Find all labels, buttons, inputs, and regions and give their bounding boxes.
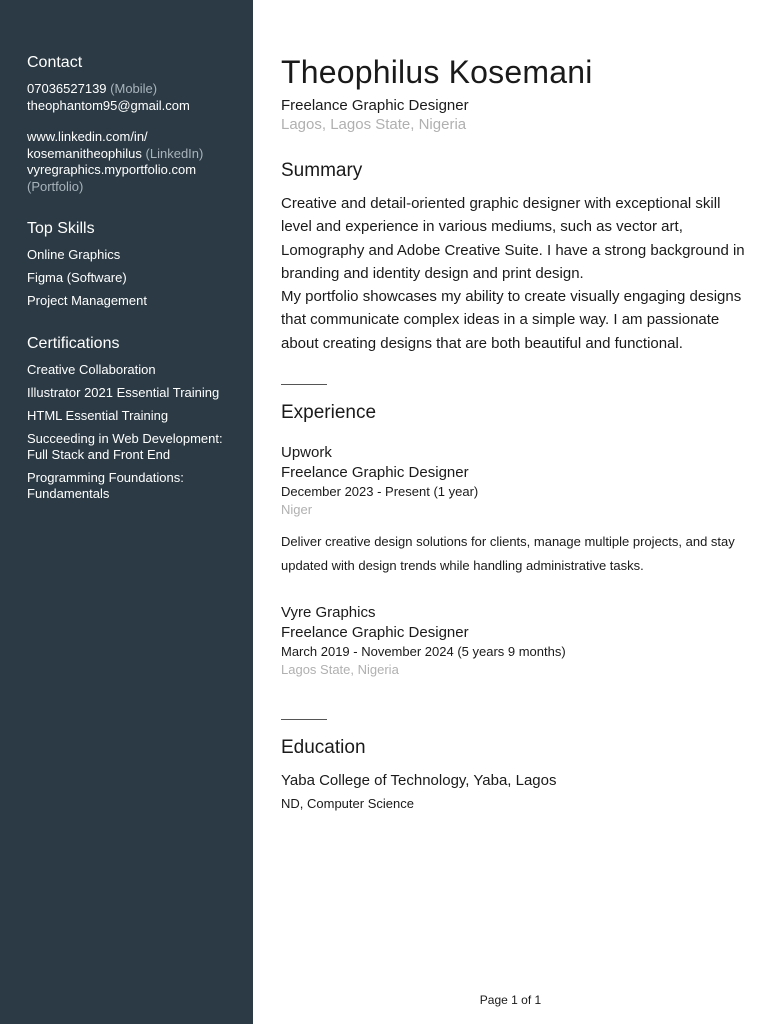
contact-links — [27, 129, 231, 195]
skills-section — [27, 220, 231, 309]
job-company: Vyre Graphics — [281, 604, 376, 622]
job-role: Freelance Graphic Designer — [281, 624, 469, 642]
school-name: Yaba College of Technology, Yaba, Lagos — [281, 772, 557, 790]
job-dates: March 2019 - November 2024 (5 years 9 months) — [281, 644, 566, 660]
sidebar — [0, 0, 253, 1024]
job-dates: December 2023 - Present (1 year) — [281, 484, 479, 500]
summary-paragraph: My portfolio showcases my ability to create visually engaging designs that communicate complex ideas in a simple way. I am passionate about creating designs that are both beautiful and functional. — [281, 288, 742, 352]
certification-item: HTML Essential Training — [27, 408, 169, 423]
education-section — [281, 737, 751, 813]
summary-section — [281, 160, 751, 355]
skill-item: Project Management — [27, 293, 147, 308]
person-name: Theophilus Kosemani — [281, 54, 593, 90]
job-location: Lagos State, Nigeria — [281, 662, 399, 678]
portfolio-label: (Portfolio) — [27, 178, 84, 194]
summary-paragraph: Creative and detail-oriented graphic designer with exceptional skill level and experience in various mediums, such as vector art, Lomography and Adobe Creative Suite. I have a strong background in branding and identity design and print design. — [281, 195, 745, 282]
email-address: theophantom95@gmail.com — [27, 97, 190, 113]
certifications-section — [27, 335, 231, 502]
phone-type: (Mobile) — [110, 81, 158, 96]
phone-number: 07036527139 — [27, 81, 107, 96]
job-entry — [281, 603, 751, 679]
skills-heading: Top Skills — [27, 220, 95, 237]
summary-heading: Summary — [281, 160, 363, 181]
linkedin-link-line2[interactable]: kosemanitheophilus — [27, 145, 142, 161]
headline: Freelance Graphic Designer — [281, 97, 469, 114]
job-description: Deliver creative design solutions for clients, manage multiple projects, and stay updated with design trends while handling administrative tasks. — [281, 534, 735, 574]
experience-heading: Experience — [281, 402, 377, 424]
skill-item: Online Graphics — [27, 247, 121, 262]
linkedin-label: (LinkedIn) — [145, 145, 204, 161]
main-content — [281, 52, 751, 813]
education-heading: Education — [281, 737, 366, 759]
section-divider — [281, 384, 327, 385]
contact-section — [27, 54, 231, 195]
certification-item: Programming Foundations: Fundamentals — [27, 470, 184, 501]
skill-item: Figma (Software) — [27, 270, 127, 285]
certification-item: Succeeding in Web Development: Full Stack and Front End — [27, 431, 223, 462]
job-entry — [281, 443, 751, 578]
section-divider — [281, 719, 327, 720]
job-company: Upwork — [281, 444, 332, 462]
page-number: Page 1 of 1 — [479, 993, 542, 1007]
location: Lagos, Lagos State, Nigeria — [281, 116, 467, 133]
job-location: Niger — [281, 502, 313, 518]
job-role: Freelance Graphic Designer — [281, 464, 469, 482]
degree: ND, Computer Science — [281, 796, 414, 812]
certification-item: Illustrator 2021 Essential Training — [27, 385, 220, 400]
contact-phone-email — [27, 81, 231, 114]
contact-heading: Contact — [27, 54, 83, 71]
certification-item: Creative Collaboration — [27, 362, 156, 377]
experience-section — [281, 402, 751, 679]
linkedin-link-line1[interactable]: www.linkedin.com/in/ — [27, 129, 148, 144]
portfolio-link[interactable]: vyregraphics.myportfolio.com — [27, 162, 197, 177]
certifications-heading: Certifications — [27, 335, 120, 352]
